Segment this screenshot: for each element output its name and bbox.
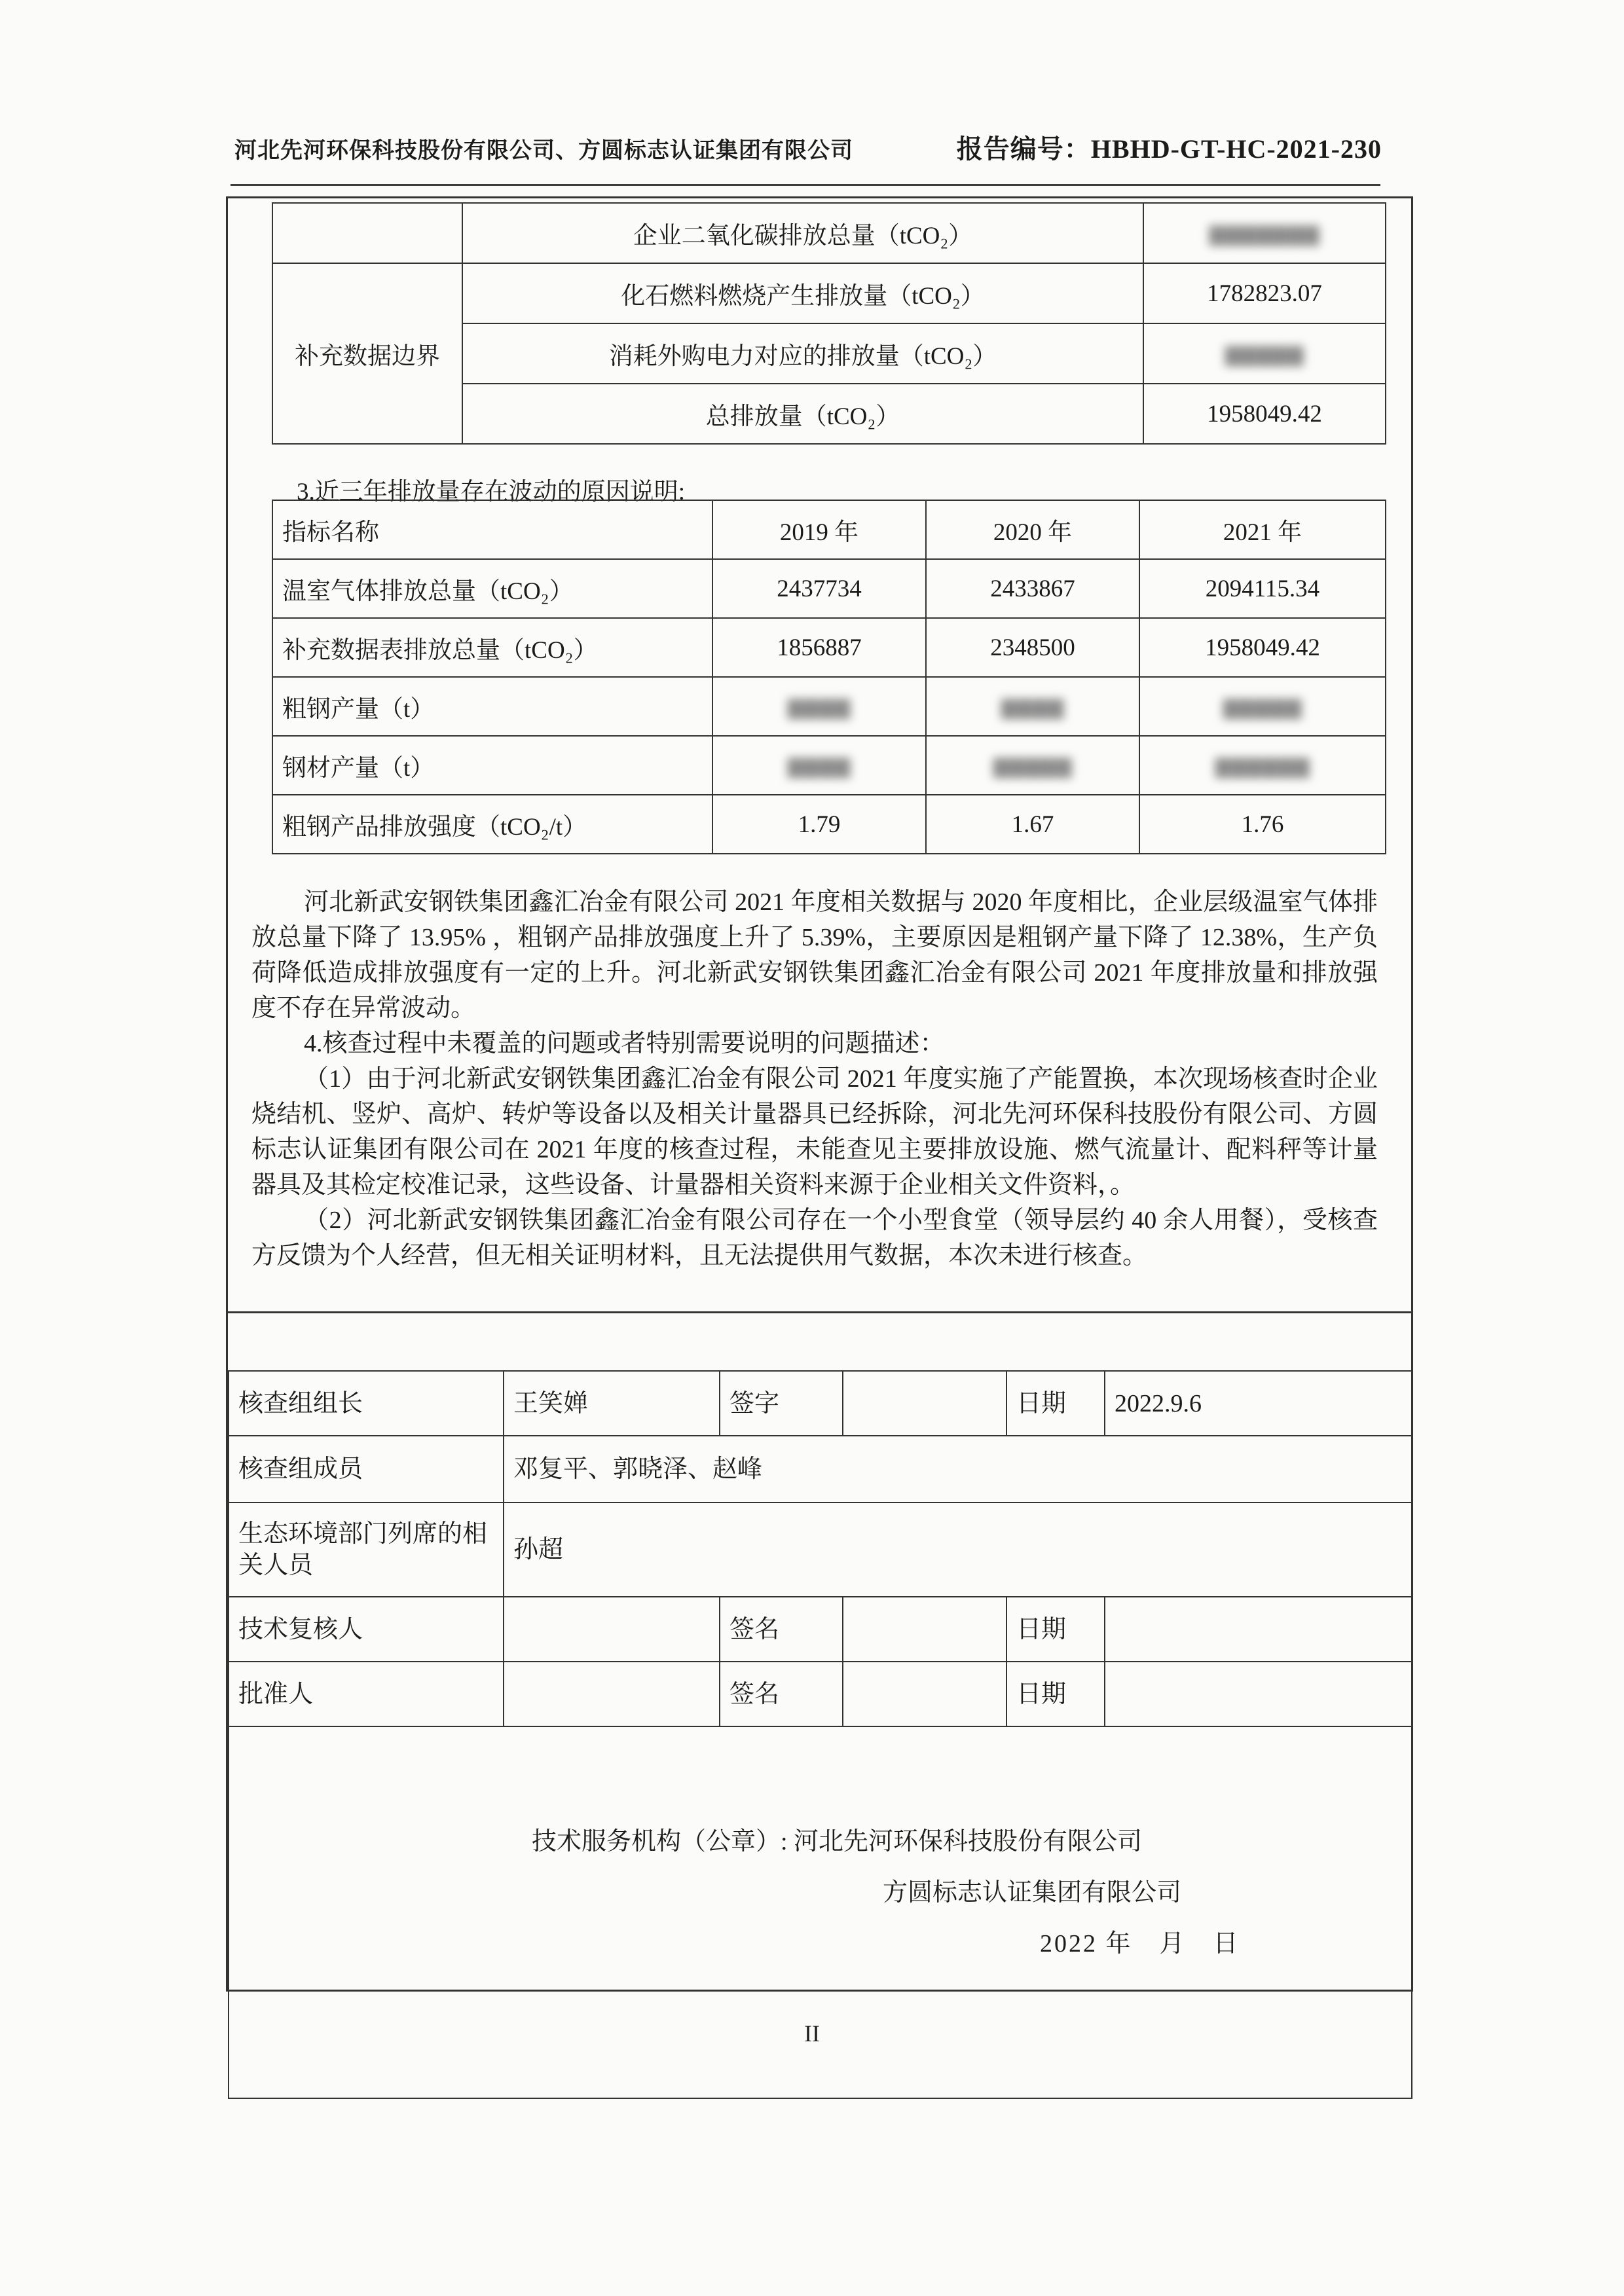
cell-value-redacted <box>926 677 1139 736</box>
supplementary-boundary-table <box>272 202 1386 445</box>
paragraph-note-2: （2）河北新武安钢铁集团鑫汇冶金有限公司存在一个小型食堂（领导层约 40 余人用餐），受核查方反馈为个人经营，但无相关证明材料，且无法提供用气数据，本次未进行核查。 <box>251 1207 1378 1269</box>
redacted-value: ▇▇▇▇▇ <box>993 756 1073 778</box>
cell-category: 补充数据边界 <box>272 263 462 444</box>
cell-signature-blank <box>843 1371 1006 1436</box>
narrative-section <box>238 884 1391 1273</box>
redacted-value: ▇▇▇▇▇ <box>1223 697 1302 719</box>
section-divider <box>228 1311 1411 1313</box>
row-environment-dept <box>229 1503 1412 1597</box>
cell-value: 2094115.34 <box>1139 559 1386 618</box>
cell-indicator: 钢材产量（t） <box>272 736 712 795</box>
table-row <box>272 263 1386 323</box>
cell-value-redacted <box>712 677 926 736</box>
row-approver <box>229 1662 1412 1726</box>
three-year-table <box>272 500 1386 854</box>
cell-value-redacted <box>1143 323 1386 384</box>
section4-title: 4.核查过程中未覆盖的问题或者特别需要说明的问题描述： <box>304 1030 945 1057</box>
row-team-leader <box>229 1371 1412 1436</box>
cell-indicator: 企业二氧化碳排放总量（tCO₂） <box>462 203 1143 263</box>
cell-indicator: 化石燃料燃烧产生排放量（tCO₂） <box>462 263 1143 323</box>
table-row <box>272 736 1386 795</box>
cell-value-redacted <box>712 736 926 795</box>
cell-date-value: 2022.9.6 <box>1105 1371 1412 1436</box>
cell-label: 生态环境部门列席的相关人员 <box>229 1503 504 1597</box>
table-row <box>272 795 1386 854</box>
cell-sign-label: 签名 <box>720 1597 843 1662</box>
cell-label: 批准人 <box>229 1662 504 1726</box>
cell-indicator: 粗钢产量（t） <box>272 677 712 736</box>
row-technical-reviewer <box>229 1597 1412 1662</box>
stamp-agency-line-2: 方圆标志认证集团有限公司 <box>883 1879 1182 1906</box>
stamp-agency-line: 技术服务机构（公章）: 河北先河环保科技股份有限公司 <box>532 1828 1143 1855</box>
row-team-members <box>229 1436 1412 1503</box>
cell-signature-blank <box>843 1662 1006 1726</box>
cell-header-2019: 2019 年 <box>712 500 926 559</box>
cell-value: 1.76 <box>1139 795 1386 854</box>
header-organizations: 河北先河环保科技股份有限公司、方圆标志认证集团有限公司 <box>234 139 853 163</box>
report-number: 报告编号：HBHD-GT-HC-2021-230 <box>956 134 1382 164</box>
table-row <box>272 618 1386 677</box>
cell-sign-label: 签名 <box>720 1662 843 1726</box>
cell-indicator: 粗钢产品排放强度（tCO₂/t） <box>272 795 712 854</box>
cell-value-redacted <box>1143 203 1386 263</box>
cell-approver-blank <box>504 1662 720 1726</box>
cell-value: 2433867 <box>926 559 1139 618</box>
cell-indicator: 温室气体排放总量（tCO₂） <box>272 559 712 618</box>
paragraph-fluctuation-analysis: 河北新武安钢铁集团鑫汇冶金有限公司 2021 年度相关数据与 2020 年度相比，企业层级温室气体排放总量下降了 13.95% ，粗钢产品排放强度上升了 5.39%，主要原因是粗钢产量下降了 12.38%，生产负荷降低造成排放强度有一定的上升。河北新武安钢铁集团鑫汇冶金有限公司 2021 年度排放量和排放强度不存在异常波动。 <box>251 888 1378 1022</box>
cell-date-label: 日期 <box>1006 1662 1105 1726</box>
cell-label: 核查组组长 <box>229 1371 504 1436</box>
cell-reviewer-blank <box>504 1597 720 1662</box>
cell-indicator: 消耗外购电力对应的排放量（tCO₂） <box>462 323 1143 384</box>
page-header <box>234 128 1382 166</box>
report-form-border <box>226 196 1413 1992</box>
cell-date-blank <box>1105 1662 1412 1726</box>
cell-value: 2348500 <box>926 618 1139 677</box>
cell-leader-name: 王笑婵 <box>504 1371 720 1436</box>
cell-value: 1958049.42 <box>1143 384 1386 444</box>
stamp-date-line: 2022 年 月 日 <box>1040 1930 1240 1958</box>
redacted-value: ▇▇▇▇▇▇▇ <box>1209 223 1320 246</box>
redacted-value: ▇▇▇▇ <box>787 756 851 778</box>
cell-date-blank <box>1105 1597 1412 1662</box>
redacted-value: ▇▇▇▇ <box>1001 697 1065 719</box>
cell-indicator: 总排放量（tCO₂） <box>462 384 1143 444</box>
cell-header-2021: 2021 年 <box>1139 500 1386 559</box>
cell-value: 1.79 <box>712 795 926 854</box>
cell-category-empty <box>272 203 462 263</box>
cell-label: 核查组成员 <box>229 1436 504 1503</box>
paragraph-note-1: （1）由于河北新武安钢铁集团鑫汇冶金有限公司 2021 年度实施了产能置换，本次现场核查时企业烧结机、竖炉、高炉、转炉等设备以及相关计量器具已经拆除，河北先河环保科技股份有限公司、方圆标志认证集团有限公司在 2021 年度的核查过程，未能查见主要排放设施、燃气流量计、配料秤等计量器具及其检定校准记录，这些设备、计量器相关资料来源于企业相关文件资料，。 <box>251 1065 1378 1199</box>
cell-header-2020: 2020 年 <box>926 500 1139 559</box>
table-row <box>272 677 1386 736</box>
cell-signature-blank <box>843 1597 1006 1662</box>
cell-value-redacted <box>1139 677 1386 736</box>
cell-member-names: 邓复平、郭晓泽、赵峰 <box>504 1436 1412 1503</box>
cell-value: 1782823.07 <box>1143 263 1386 323</box>
redacted-value: ▇▇▇▇▇ <box>1225 344 1304 366</box>
cell-header-indicator: 指标名称 <box>272 500 712 559</box>
cell-indicator: 补充数据表排放总量（tCO₂） <box>272 618 712 677</box>
table-row <box>272 559 1386 618</box>
table-row <box>272 203 1386 263</box>
signature-table <box>228 1370 1412 2099</box>
redacted-value: ▇▇▇▇ <box>787 697 851 719</box>
cell-date-label: 日期 <box>1006 1597 1105 1662</box>
cell-attendee-name: 孙超 <box>504 1503 1412 1597</box>
cell-value-redacted <box>926 736 1139 795</box>
cell-label: 技术复核人 <box>229 1597 504 1662</box>
header-divider <box>231 184 1380 186</box>
cell-value: 1.67 <box>926 795 1139 854</box>
cell-sign-label: 签字 <box>720 1371 843 1436</box>
cell-value: 1856887 <box>712 618 926 677</box>
cell-date-label: 日期 <box>1006 1371 1105 1436</box>
cell-value: 2437734 <box>712 559 926 618</box>
cell-value-redacted <box>1139 736 1386 795</box>
redacted-value: ▇▇▇▇▇▇ <box>1215 756 1310 778</box>
section3-title: 3.近三年排放量存在波动的原因说明: <box>297 479 686 505</box>
cell-value: 1958049.42 <box>1139 618 1386 677</box>
page-number: II <box>804 2020 820 2047</box>
table-header-row <box>272 500 1386 559</box>
